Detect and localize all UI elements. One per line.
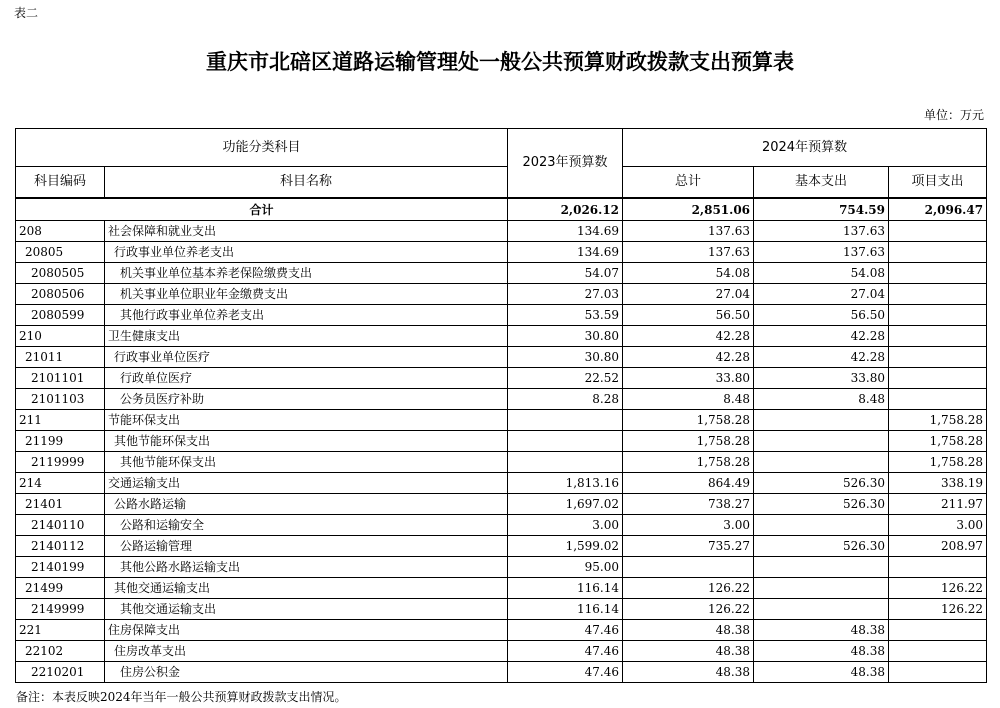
row-budget-2024-total: 137.63 [623, 221, 754, 242]
row-budget-2023: 47.46 [508, 620, 623, 641]
row-budget-2024-project: 1,758.28 [889, 431, 987, 452]
row-budget-2024-project [889, 641, 987, 662]
table-row [16, 347, 987, 368]
row-budget-2024-basic: 48.38 [754, 620, 889, 641]
row-budget-2024-basic: 526.30 [754, 536, 889, 557]
page-title: 重庆市北碚区道路运输管理处一般公共预算财政拨款支出预算表 [206, 49, 794, 74]
total-budget-2024-basic: 754.59 [754, 198, 889, 221]
row-budget-2024-project [889, 221, 987, 242]
row-budget-2024-total: 738.27 [623, 494, 754, 515]
row-budget-2024-basic: 8.48 [754, 389, 889, 410]
row-name: 行政事业单位养老支出 [105, 242, 508, 263]
row-budget-2024-total: 54.08 [623, 263, 754, 284]
row-code: 208 [16, 221, 105, 242]
row-budget-2023: 1,813.16 [508, 473, 623, 494]
row-budget-2023: 116.14 [508, 599, 623, 620]
header-code: 科目编码 [16, 167, 105, 199]
row-name: 其他交通运输支出 [105, 599, 508, 620]
row-budget-2024-total: 735.27 [623, 536, 754, 557]
table-row [16, 305, 987, 326]
header-budget-2024: 2024年预算数 [623, 129, 987, 167]
row-code: 20805 [16, 242, 105, 263]
row-budget-2024-basic [754, 431, 889, 452]
row-budget-2024-project: 3.00 [889, 515, 987, 536]
row-budget-2024-basic [754, 515, 889, 536]
budget-table [15, 128, 987, 683]
row-name: 其他节能环保支出 [105, 431, 508, 452]
table-row [16, 284, 987, 305]
row-code: 221 [16, 620, 105, 641]
row-code: 2101103 [16, 389, 105, 410]
row-code: 2210201 [16, 662, 105, 683]
row-budget-2023: 27.03 [508, 284, 623, 305]
row-budget-2024-project [889, 662, 987, 683]
table-row [16, 578, 987, 599]
row-budget-2024-total: 48.38 [623, 662, 754, 683]
row-name: 公路水路运输 [105, 494, 508, 515]
row-budget-2023: 134.69 [508, 221, 623, 242]
row-name: 社会保障和就业支出 [105, 221, 508, 242]
row-code: 214 [16, 473, 105, 494]
row-name: 其他公路水路运输支出 [105, 557, 508, 578]
row-code: 2080599 [16, 305, 105, 326]
row-budget-2024-project [889, 305, 987, 326]
row-budget-2024-total: 864.49 [623, 473, 754, 494]
row-budget-2024-total: 56.50 [623, 305, 754, 326]
table-row [16, 326, 987, 347]
row-budget-2024-project: 208.97 [889, 536, 987, 557]
row-budget-2024-project [889, 389, 987, 410]
row-budget-2024-basic [754, 578, 889, 599]
row-budget-2024-total: 1,758.28 [623, 410, 754, 431]
row-budget-2023: 1,599.02 [508, 536, 623, 557]
row-budget-2023: 30.80 [508, 347, 623, 368]
unit-label: 单位：万元 [923, 108, 984, 122]
table-row [16, 536, 987, 557]
row-budget-2024-project: 126.22 [889, 578, 987, 599]
row-budget-2024-basic: 48.38 [754, 662, 889, 683]
table-row [16, 620, 987, 641]
row-code: 2149999 [16, 599, 105, 620]
row-name: 住房保障支出 [105, 620, 508, 641]
row-code: 210 [16, 326, 105, 347]
header-basic: 基本支出 [754, 167, 889, 199]
row-code: 21499 [16, 578, 105, 599]
row-code: 2140199 [16, 557, 105, 578]
row-budget-2024-project: 1,758.28 [889, 410, 987, 431]
row-budget-2024-project: 1,758.28 [889, 452, 987, 473]
row-budget-2024-project [889, 263, 987, 284]
table-row [16, 599, 987, 620]
total-row [16, 198, 987, 221]
row-budget-2024-total: 3.00 [623, 515, 754, 536]
row-name: 公务员医疗补助 [105, 389, 508, 410]
row-budget-2024-total: 48.38 [623, 641, 754, 662]
row-budget-2024-basic: 526.30 [754, 473, 889, 494]
total-budget-2024-total: 2,851.06 [623, 198, 754, 221]
total-label: 合计 [16, 198, 508, 221]
row-code: 21011 [16, 347, 105, 368]
row-budget-2023 [508, 431, 623, 452]
row-budget-2024-total: 27.04 [623, 284, 754, 305]
row-budget-2024-basic [754, 599, 889, 620]
total-budget-2023: 2,026.12 [508, 198, 623, 221]
header-budget-2023: 2023年预算数 [508, 129, 623, 199]
row-budget-2023: 8.28 [508, 389, 623, 410]
table-row [16, 452, 987, 473]
header-function-category: 功能分类科目 [16, 129, 508, 167]
row-name: 行政单位医疗 [105, 368, 508, 389]
row-budget-2024-project [889, 557, 987, 578]
row-budget-2023: 30.80 [508, 326, 623, 347]
row-budget-2024-total: 48.38 [623, 620, 754, 641]
row-budget-2024-project: 126.22 [889, 599, 987, 620]
footnote: 备注：本表反映2024年当年一般公共预算财政拨款支出情况。 [16, 690, 347, 704]
row-name: 交通运输支出 [105, 473, 508, 494]
row-budget-2024-project [889, 620, 987, 641]
row-budget-2024-total: 42.28 [623, 347, 754, 368]
row-budget-2024-total [623, 557, 754, 578]
row-code: 211 [16, 410, 105, 431]
table-row [16, 557, 987, 578]
row-budget-2023 [508, 410, 623, 431]
row-budget-2023: 22.52 [508, 368, 623, 389]
row-budget-2024-basic: 526.30 [754, 494, 889, 515]
total-budget-2024-project: 2,096.47 [889, 198, 987, 221]
table-row [16, 389, 987, 410]
row-budget-2024-basic: 27.04 [754, 284, 889, 305]
row-budget-2024-total: 1,758.28 [623, 452, 754, 473]
table-row [16, 410, 987, 431]
row-code: 21401 [16, 494, 105, 515]
row-budget-2024-basic: 137.63 [754, 242, 889, 263]
row-budget-2024-project [889, 368, 987, 389]
row-code: 21199 [16, 431, 105, 452]
table-row [16, 263, 987, 284]
row-budget-2023: 53.59 [508, 305, 623, 326]
row-budget-2023: 116.14 [508, 578, 623, 599]
table-row [16, 662, 987, 683]
table-row [16, 221, 987, 242]
row-name: 其他交通运输支出 [105, 578, 508, 599]
row-budget-2024-project [889, 284, 987, 305]
row-budget-2024-basic: 48.38 [754, 641, 889, 662]
row-code: 2119999 [16, 452, 105, 473]
row-budget-2024-project: 338.19 [889, 473, 987, 494]
table-number-label: 表二 [14, 6, 39, 20]
row-budget-2024-project [889, 347, 987, 368]
row-code: 2140110 [16, 515, 105, 536]
row-budget-2024-basic [754, 557, 889, 578]
row-budget-2024-total: 137.63 [623, 242, 754, 263]
row-budget-2024-basic [754, 452, 889, 473]
row-budget-2024-basic: 56.50 [754, 305, 889, 326]
row-budget-2024-basic [754, 410, 889, 431]
table-row [16, 368, 987, 389]
row-budget-2024-basic: 42.28 [754, 326, 889, 347]
row-name: 机关事业单位职业年金缴费支出 [105, 284, 508, 305]
row-budget-2023: 1,697.02 [508, 494, 623, 515]
row-budget-2024-project [889, 326, 987, 347]
row-budget-2024-total: 126.22 [623, 599, 754, 620]
row-name: 其他行政事业单位养老支出 [105, 305, 508, 326]
row-budget-2024-project: 211.97 [889, 494, 987, 515]
row-budget-2024-basic: 42.28 [754, 347, 889, 368]
row-code: 2101101 [16, 368, 105, 389]
table-row [16, 494, 987, 515]
row-budget-2024-basic: 33.80 [754, 368, 889, 389]
row-budget-2024-total: 8.48 [623, 389, 754, 410]
row-name: 节能环保支出 [105, 410, 508, 431]
header-name: 科目名称 [105, 167, 508, 199]
row-budget-2024-total: 42.28 [623, 326, 754, 347]
row-budget-2023: 54.07 [508, 263, 623, 284]
row-code: 22102 [16, 641, 105, 662]
row-name: 住房改革支出 [105, 641, 508, 662]
row-code: 2080506 [16, 284, 105, 305]
row-budget-2023: 47.46 [508, 641, 623, 662]
row-budget-2024-total: 1,758.28 [623, 431, 754, 452]
row-name: 公路和运输安全 [105, 515, 508, 536]
row-code: 2080505 [16, 263, 105, 284]
row-budget-2023: 134.69 [508, 242, 623, 263]
table-row [16, 641, 987, 662]
row-name: 住房公积金 [105, 662, 508, 683]
table-row [16, 431, 987, 452]
header-total: 总计 [623, 167, 754, 199]
table-row [16, 242, 987, 263]
row-budget-2024-total: 126.22 [623, 578, 754, 599]
row-budget-2024-basic: 54.08 [754, 263, 889, 284]
row-budget-2024-basic: 137.63 [754, 221, 889, 242]
header-project: 项目支出 [889, 167, 987, 199]
row-budget-2024-project [889, 242, 987, 263]
row-budget-2023: 95.00 [508, 557, 623, 578]
row-code: 2140112 [16, 536, 105, 557]
row-name: 卫生健康支出 [105, 326, 508, 347]
row-name: 机关事业单位基本养老保险缴费支出 [105, 263, 508, 284]
row-name: 行政事业单位医疗 [105, 347, 508, 368]
row-budget-2024-total: 33.80 [623, 368, 754, 389]
row-name: 其他节能环保支出 [105, 452, 508, 473]
table-row [16, 515, 987, 536]
row-budget-2023: 47.46 [508, 662, 623, 683]
row-budget-2023: 3.00 [508, 515, 623, 536]
row-budget-2023 [508, 452, 623, 473]
row-name: 公路运输管理 [105, 536, 508, 557]
table-row [16, 473, 987, 494]
